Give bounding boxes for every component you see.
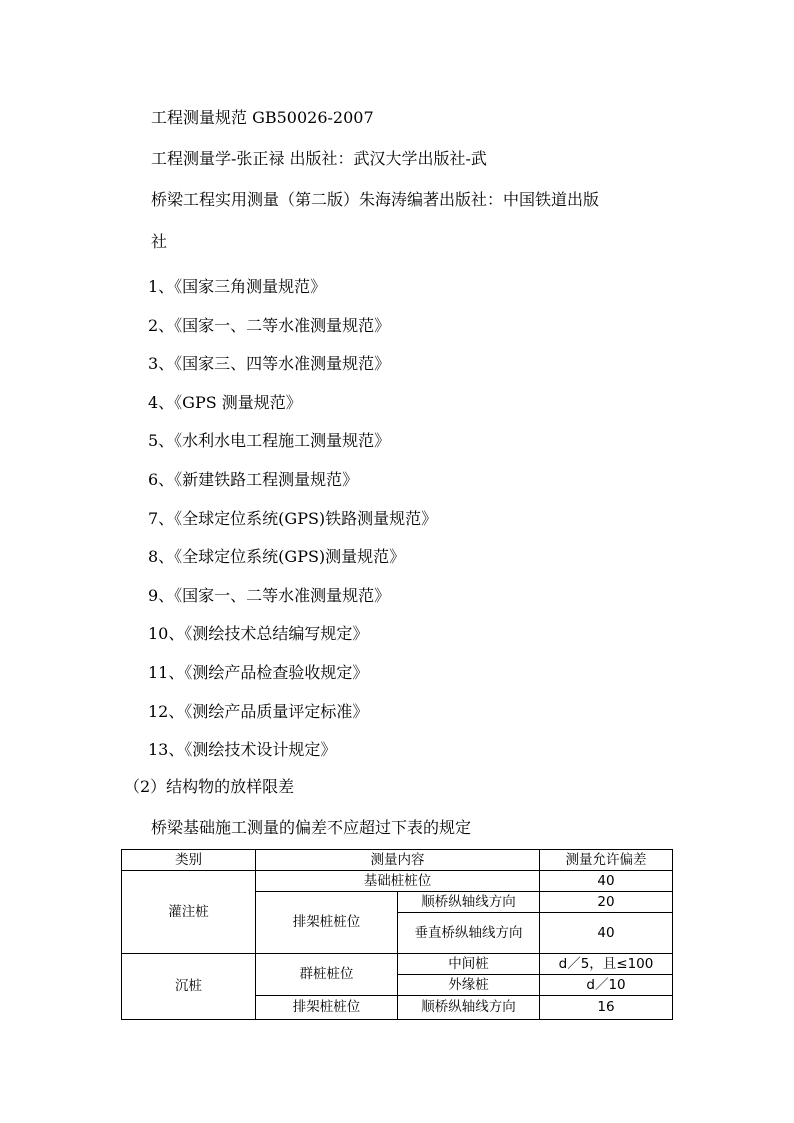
- table-row: [122, 954, 673, 975]
- category-cell: 沉桩: [122, 954, 256, 1020]
- direction-cell: 中间桩: [398, 954, 540, 975]
- category-cell: 灌注桩: [122, 871, 256, 954]
- list-item: 2、《国家一、二等水准测量规范》: [148, 315, 391, 335]
- section-title: （2）结构物的放样限差: [124, 777, 295, 796]
- reference-line: 工程测量规范 GB50026-2007: [151, 108, 374, 127]
- content-cell: 基础桩桩位: [256, 871, 540, 892]
- direction-cell: 外缘桩: [398, 975, 540, 996]
- list-item: 5、《水利水电工程施工测量规范》: [148, 431, 391, 451]
- table-row: [122, 871, 673, 892]
- list-item: 6、《新建铁路工程测量规范》: [148, 469, 359, 489]
- content-cell: 排架桩桩位: [256, 996, 398, 1020]
- content-cell: 排架桩桩位: [256, 892, 398, 954]
- value-cell: 40: [540, 871, 673, 892]
- reference-line: 桥梁工程实用测量（第二版）朱海涛编著出版社：中国铁道出版: [151, 190, 600, 209]
- direction-text: 垂直桥纵轴线方向: [414, 924, 523, 941]
- value-cell: d／10: [540, 975, 673, 996]
- table-header-row: [122, 850, 673, 871]
- list-item: 3、《国家三、四等水准测量规范》: [148, 354, 391, 374]
- direction-cell: 顺桥纵轴线方向: [398, 996, 540, 1020]
- value-cell: 16: [540, 996, 673, 1020]
- list-item: 7、《全球定位系统(GPS)铁路测量规范》: [148, 508, 438, 528]
- header-category: 类别: [122, 850, 256, 871]
- direction-cell: 顺桥纵轴线方向: [398, 892, 540, 913]
- tolerance-table: [121, 849, 673, 1020]
- list-item: 8、《全球定位系统(GPS)测量规范》: [148, 547, 406, 567]
- header-content: 测量内容: [256, 850, 540, 871]
- value-cell: d／5，且≤100: [540, 954, 673, 975]
- list-item: 9、《国家一、二等水准测量规范》: [148, 585, 391, 605]
- list-item: 1、《国家三角测量规范》: [148, 277, 327, 296]
- table-caption: 桥梁基础施工测量的偏差不应超过下表的规定: [151, 818, 472, 837]
- direction-cell: [398, 913, 540, 954]
- list-item: 12、《测绘产品质量评定标准》: [148, 701, 369, 721]
- reference-line: 工程测量学-张正禄 出版社：武汉大学出版社-武: [151, 149, 487, 168]
- value-cell: 20: [540, 892, 673, 913]
- list-item: 11、《测绘产品检查验收规定》: [148, 662, 369, 682]
- value-cell: 40: [540, 913, 673, 954]
- header-tolerance: 测量允许偏差: [540, 850, 673, 871]
- list-item: 13、《测绘技术设计规定》: [148, 740, 337, 760]
- list-item: 10、《测绘技术总结编写规定》: [148, 624, 369, 644]
- content-cell: 群桩桩位: [256, 954, 398, 996]
- reference-line: 社: [151, 232, 168, 251]
- standards-list: [148, 277, 437, 779]
- list-item: 4、《GPS 测量规范》: [148, 392, 302, 412]
